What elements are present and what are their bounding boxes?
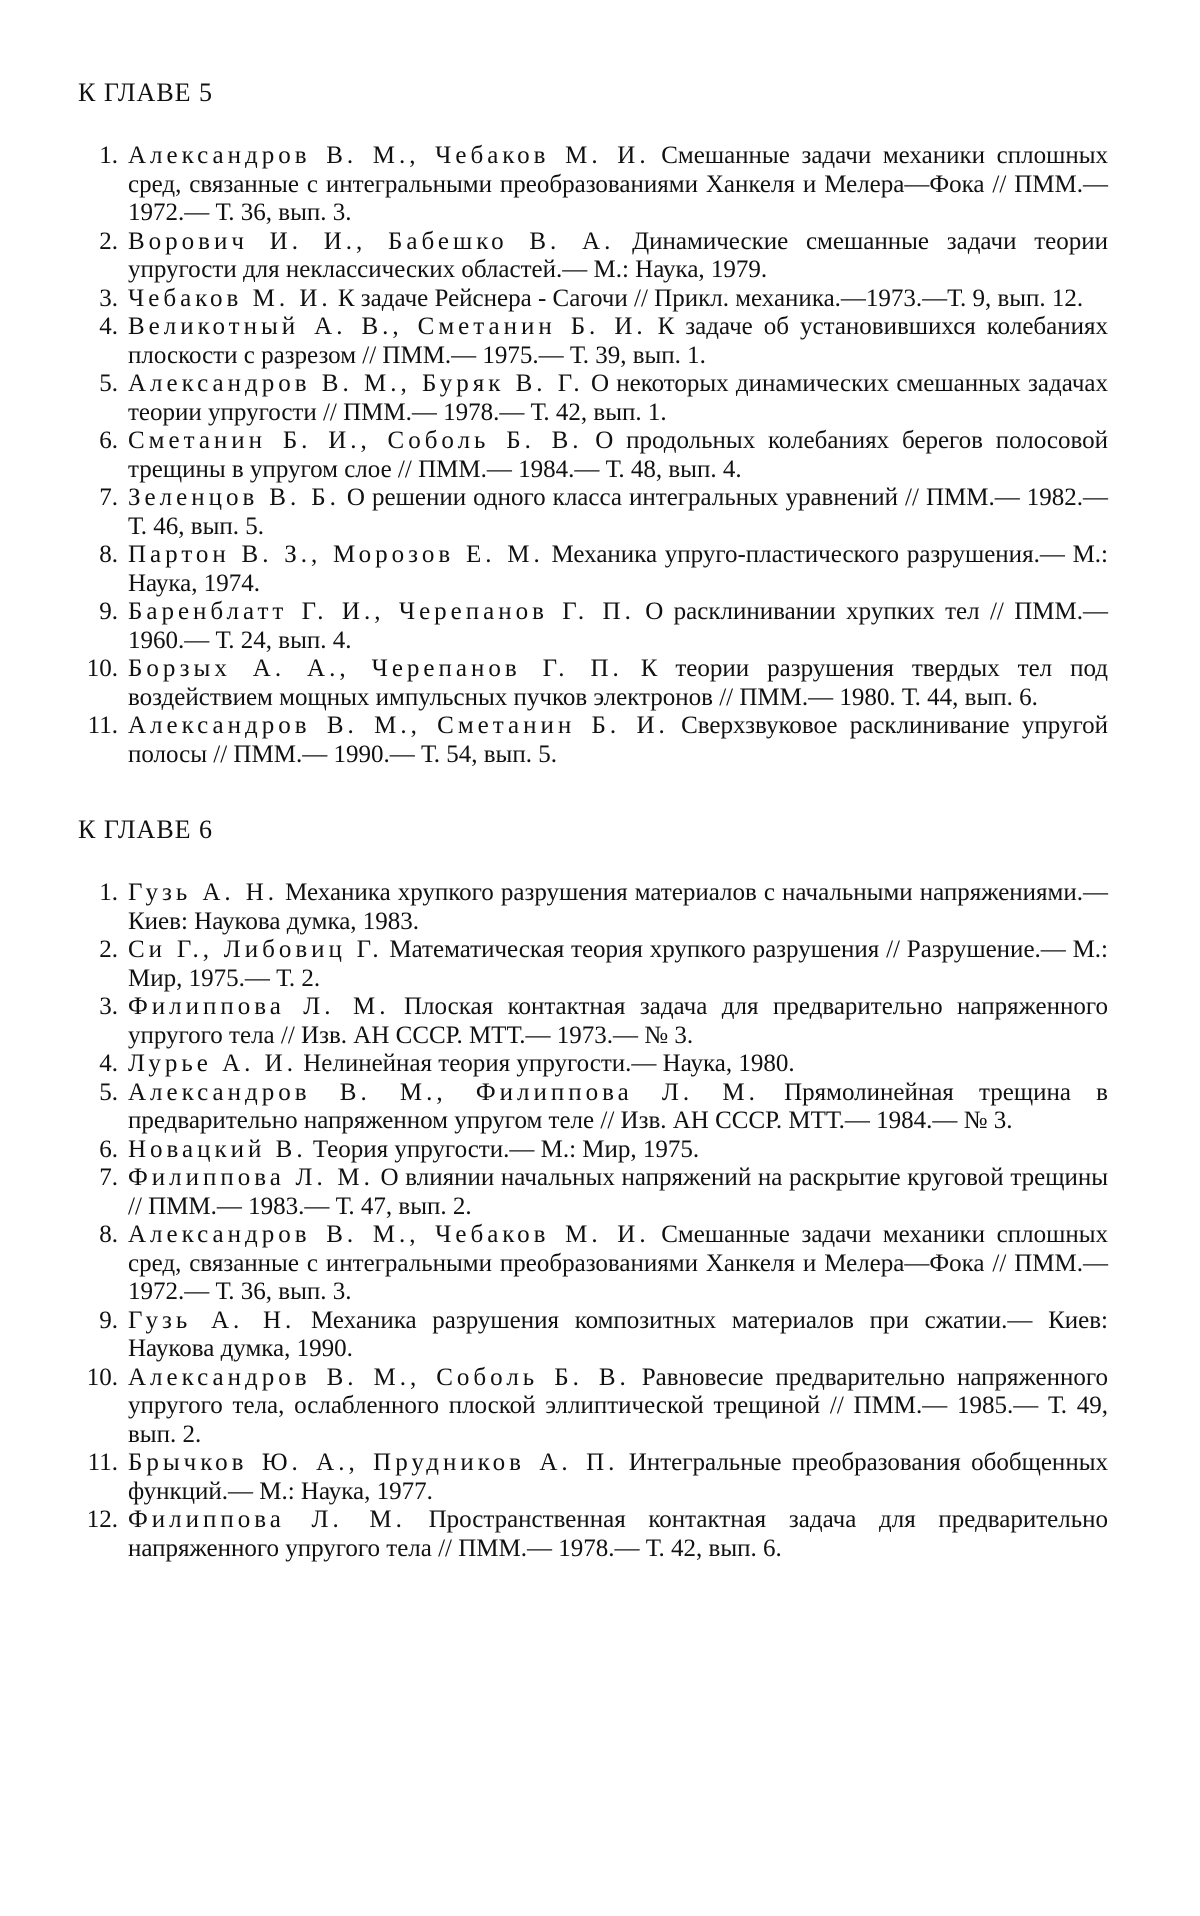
reference-text xyxy=(128,484,1108,541)
reference-title: Теория упругости.— М.: Мир, 1975. xyxy=(306,1135,700,1163)
reference-title: О решении одного класса интегральных уравнений // ПММ.— 1982.— Т. 46, вып. 5. xyxy=(128,484,1108,540)
reference-authors: Чебаков М. И. xyxy=(128,284,332,312)
reference-item xyxy=(78,1164,1108,1221)
reference-title: Пространственная контактная задача для предварительно напряженного упругого тела // ПММ.— 1978.— Т. 42, вып. 6. xyxy=(128,1506,1108,1562)
reference-authors: Си Г., Либовиц Г. xyxy=(128,936,383,963)
reference-number: 5. xyxy=(99,370,118,397)
reference-text xyxy=(128,1050,1108,1079)
reference-authors: Филиппова Л. М. xyxy=(128,1164,374,1191)
reference-text xyxy=(128,879,1108,936)
reference-title: О некоторых динамических смешанных задачах теории упругости // ПММ.— 1978.— Т. 42, вып. 1. xyxy=(128,370,1109,426)
reference-item xyxy=(78,1136,1108,1165)
reference-number: 7. xyxy=(99,1164,118,1191)
reference-number: 8. xyxy=(99,541,118,568)
reference-text xyxy=(128,1164,1108,1221)
reference-authors: Борзых А. А., Черепанов Г. П. xyxy=(128,655,623,682)
reference-number: 1. xyxy=(99,879,118,906)
reference-number: 2. xyxy=(99,936,118,963)
reference-authors: Александров В. М., Соболь Б. В. xyxy=(128,1363,630,1391)
reference-number: 9. xyxy=(99,1306,118,1334)
reference-number: 3. xyxy=(99,993,118,1020)
reference-text xyxy=(128,936,1108,993)
reference-text xyxy=(128,427,1108,484)
reference-text xyxy=(128,142,1108,228)
reference-authors: Баренблатт Г. И., Черепанов Г. П. xyxy=(128,598,635,625)
reference-page xyxy=(78,78,1108,1563)
reference-item xyxy=(78,285,1108,314)
reference-title: Смешанные задачи механики сплошных сред, связанные с интегральными преобразованиями Ханкеля и Мелера—Фока // ПММ.— 1972.— Т. 36, вып. 3. xyxy=(128,142,1109,226)
reference-number: 1. xyxy=(99,142,118,169)
reference-item xyxy=(78,1449,1108,1506)
reference-authors: Зеленцов В. Б. xyxy=(128,484,340,511)
reference-text xyxy=(128,1506,1108,1563)
reference-text xyxy=(128,1449,1108,1506)
reference-title: Механика разрушения композитных материалов при сжатии.— Киев: Наукова думка, 1990. xyxy=(128,1306,1108,1362)
reference-authors: Партон В. З., Морозов Е. М. xyxy=(128,541,544,568)
reference-number: 12. xyxy=(86,1506,118,1533)
reference-authors: Гузь А. Н. xyxy=(128,1306,296,1334)
reference-item xyxy=(78,1079,1108,1136)
reference-item xyxy=(78,142,1108,228)
reference-item xyxy=(78,598,1108,655)
chapter-6-reference-list xyxy=(78,879,1108,1563)
reference-authors: Александров В. М., Сметанин Б. И. xyxy=(128,712,669,739)
reference-authors: Великотный А. В., Сметанин Б. И. xyxy=(128,313,647,340)
reference-title: Механика упруго-пластического разрушения.— М.: Наука, 1974. xyxy=(128,541,1109,597)
reference-text xyxy=(128,228,1108,285)
reference-item xyxy=(78,541,1108,598)
reference-number: 2. xyxy=(99,227,118,255)
reference-authors: Сметанин Б. И., Соболь Б. В. xyxy=(128,427,583,454)
reference-number: 9. xyxy=(99,598,118,625)
reference-text xyxy=(128,313,1108,370)
reference-title: Математическая теория хрупкого разрушения // Разрушение.— М.: Мир, 1975.— Т. 2. xyxy=(128,936,1109,992)
reference-text xyxy=(128,598,1108,655)
reference-item xyxy=(78,1364,1108,1450)
chapter-5-reference-list xyxy=(78,142,1108,769)
reference-title: К задаче Рейснера - Сагочи // Прикл. механика.—1973.—Т. 9, вып. 12. xyxy=(331,284,1084,312)
reference-number: 4. xyxy=(99,1050,118,1077)
reference-authors: Гузь А. Н. xyxy=(128,879,279,906)
reference-title: Плоская контактная задача для предварительно напряженного упругого тела // Изв. АН СССР. МТТ.— 1973.— № 3. xyxy=(128,993,1109,1049)
reference-number: 3. xyxy=(99,284,118,312)
reference-text xyxy=(128,370,1108,427)
reference-title: К теории разрушения твердых тел под воздействием мощных импульсных пучков электронов // ПММ.— 1980. Т. 44, вып. 6. xyxy=(128,655,1108,711)
reference-authors: Брычков Ю. А., Прудников А. П. xyxy=(128,1449,619,1476)
reference-item xyxy=(78,655,1108,712)
reference-item xyxy=(78,1506,1108,1563)
reference-item xyxy=(78,228,1108,285)
reference-title: Интегральные преобразования обобщенных функций.— М.: Наука, 1977. xyxy=(128,1449,1108,1505)
reference-authors: Филиппова Л. М. xyxy=(128,1506,406,1533)
reference-title: Механика хрупкого разрушения материалов с начальными напряжениями.— Киев: Наукова думка, 1983. xyxy=(128,879,1109,935)
reference-title: О влиянии начальных напряжений на раскрытие круговой трещины // ПММ.— 1983.— Т. 47, вып. 2. xyxy=(128,1164,1108,1220)
reference-item xyxy=(78,936,1108,993)
reference-item xyxy=(78,993,1108,1050)
reference-title: Смешанные задачи механики сплошных сред, связанные с интегральными преобразованиями Ханкеля и Мелера—Фока // ПММ.— 1972.— Т. 36, вып. 3. xyxy=(128,1221,1109,1305)
reference-authors: Новацкий В. xyxy=(128,1135,307,1163)
reference-title: О расклинивании хрупких тел // ПММ.— 1960.— Т. 24, вып. 4. xyxy=(128,598,1108,654)
reference-item xyxy=(78,1050,1108,1079)
reference-text xyxy=(128,285,1108,314)
reference-text xyxy=(128,1364,1108,1450)
reference-item xyxy=(78,427,1108,484)
reference-text xyxy=(128,712,1108,769)
reference-text xyxy=(128,1307,1108,1364)
reference-number: 6. xyxy=(99,1135,118,1163)
reference-title: Нелинейная теория упругости.— Наука, 1980. xyxy=(296,1050,795,1077)
reference-authors: Александров В. М., Чебаков М. И. xyxy=(128,1221,650,1248)
reference-text xyxy=(128,1079,1108,1136)
reference-item xyxy=(78,484,1108,541)
reference-number: 11. xyxy=(87,712,118,739)
reference-number: 4. xyxy=(99,313,118,340)
reference-title: О продольных колебаниях берегов полосовой трещины в упругом слое // ПММ.— 1984.— Т. 48, вып. 4. xyxy=(128,427,1108,483)
reference-item xyxy=(78,370,1108,427)
reference-number: 5. xyxy=(99,1078,118,1106)
chapter-6-heading: К ГЛАВЕ 6 xyxy=(78,815,214,844)
reference-title: Прямолинейная трещина в предварительно напряженном упругом теле // Изв. АН СССР. МТТ.— 1984.— № 3. xyxy=(128,1078,1108,1134)
chapter-5-heading: К ГЛАВЕ 5 xyxy=(78,78,214,107)
reference-title: Сверхзвуковое расклинивание упругой полосы // ПММ.— 1990.— Т. 54, вып. 5. xyxy=(128,712,1108,768)
reference-number: 8. xyxy=(99,1221,118,1248)
reference-authors: Александров В. М., Филиппова Л. М. xyxy=(128,1078,759,1106)
reference-text xyxy=(128,1136,1108,1165)
reference-text xyxy=(128,541,1108,598)
reference-title: К задаче об установившихся колебаниях плоскости с разрезом // ПММ.— 1975.— Т. 39, вып. 1. xyxy=(128,313,1108,369)
reference-number: 10. xyxy=(86,655,118,682)
reference-number: 10. xyxy=(86,1363,118,1391)
reference-authors: Александров В. М., Чебаков М. И. xyxy=(128,142,650,169)
reference-text xyxy=(128,993,1108,1050)
reference-authors: Александров В. М., Буряк В. Г. xyxy=(128,370,584,397)
reference-item xyxy=(78,313,1108,370)
reference-authors: Лурье А. И. xyxy=(128,1050,297,1077)
reference-title: Динамические смешанные задачи теории упругости для неклассических областей.— М.: Наука, 1979. xyxy=(128,227,1108,283)
reference-number: 11. xyxy=(87,1449,118,1476)
reference-item xyxy=(78,1221,1108,1307)
reference-item xyxy=(78,879,1108,936)
reference-authors: Ворович И. И., Бабешко В. А. xyxy=(128,227,615,255)
reference-text xyxy=(128,1221,1108,1307)
reference-number: 7. xyxy=(99,484,118,511)
reference-item xyxy=(78,1307,1108,1364)
reference-item xyxy=(78,712,1108,769)
reference-title: Равновесие предварительно напряженного упругого тела, ослабленного плоской эллиптической трещиной // ПММ.— 1985.— Т. 49, вып. 2. xyxy=(128,1363,1108,1448)
reference-authors: Филиппова Л. М. xyxy=(128,993,390,1020)
reference-number: 6. xyxy=(99,427,118,454)
reference-text xyxy=(128,655,1108,712)
